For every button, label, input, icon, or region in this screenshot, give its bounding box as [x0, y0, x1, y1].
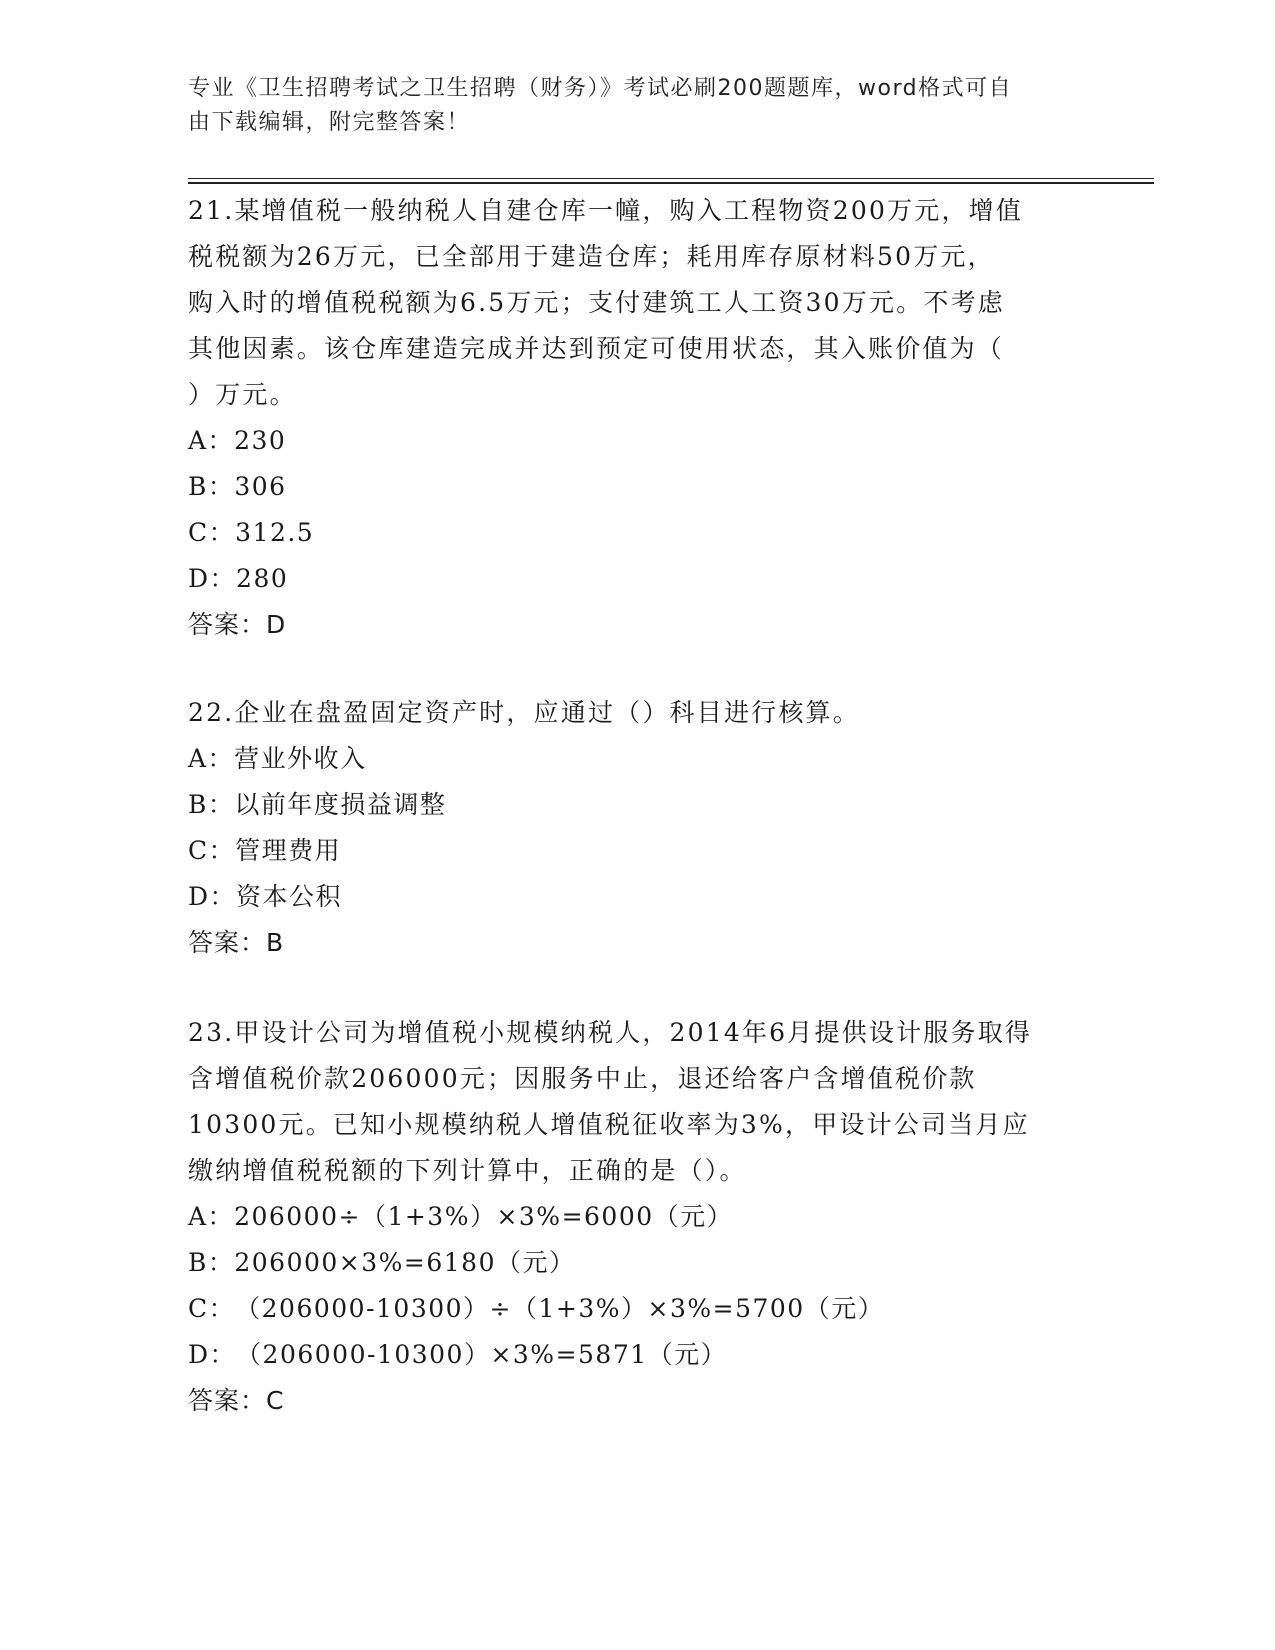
option-letter: C：: [188, 518, 236, 547]
option-letter: D：: [188, 882, 237, 911]
option-letter: B：: [188, 1248, 235, 1277]
option-a: [188, 736, 1088, 782]
question-stem-line: 10300元。已知小规模纳税人增值税征收率为3%，甲设计公司当月应: [188, 1110, 1030, 1139]
option-d: [188, 1332, 1088, 1378]
option-text: 资本公积: [236, 882, 343, 911]
question-21: [188, 188, 1088, 648]
option-a: [188, 1194, 1088, 1240]
question-stem-line: 22.企业在盘盈固定资产时，应通过（）科目进行核算。: [188, 698, 860, 727]
option-b: [188, 782, 1088, 828]
option-text: 280: [236, 564, 289, 593]
question-stem-line: ）万元。: [188, 380, 297, 409]
option-c: [188, 510, 1088, 556]
option-text: 以前年度损益调整: [234, 790, 447, 819]
option-text: 206000÷（1+3%）×3%=6000（元）: [234, 1202, 734, 1231]
document-header: [188, 72, 1068, 140]
option-text: 管理费用: [235, 836, 342, 865]
answer-line: 答案：D: [188, 610, 287, 639]
question-stem-line: 缴纳增值税税额的下列计算中，正确的是（）。: [188, 1156, 747, 1185]
option-letter: A：: [188, 426, 235, 455]
option-a: [188, 418, 1088, 464]
option-text: 312.5: [235, 518, 315, 547]
answer-line: 答案：C: [188, 1386, 285, 1415]
option-d: [188, 874, 1088, 920]
option-text: 306: [234, 472, 287, 501]
question-stem-line: 23.甲设计公司为增值税小规模纳税人，2014年6月提供设计服务取得: [188, 1018, 1033, 1047]
option-text: （206000-10300）÷（1+3%）×3%=5700（元）: [235, 1294, 885, 1323]
option-letter: A：: [188, 744, 235, 773]
option-text: （206000-10300）×3%=5871（元）: [236, 1340, 728, 1369]
question-stem-line: 购入时的增值税税额为6.5万元；支付建筑工人工资30万元。不考虑: [188, 288, 1005, 317]
option-b: [188, 464, 1088, 510]
option-letter: B：: [188, 472, 235, 501]
option-letter: C：: [188, 1294, 236, 1323]
option-text: 230: [234, 426, 287, 455]
option-b: [188, 1240, 1088, 1286]
header-divider: [188, 178, 1154, 179]
answer-line: 答案：B: [188, 928, 285, 957]
question-stem-line: 含增值税价款206000元；因服务中止，退还给客户含增值税价款: [188, 1064, 977, 1093]
header-line: 由下载编辑，附完整答案！: [188, 110, 471, 135]
option-letter: D：: [188, 564, 237, 593]
option-c: [188, 828, 1088, 874]
question-22: [188, 690, 1088, 966]
option-text: 206000×3%=6180（元）: [234, 1248, 576, 1277]
question-stem-line: 税税额为26万元，已全部用于建造仓库；耗用库存原材料50万元，: [188, 242, 995, 271]
question-23: [188, 1010, 1088, 1424]
option-text: 营业外收入: [234, 744, 367, 773]
option-letter: C：: [188, 836, 236, 865]
question-stem-line: 其他因素。该仓库建造完成并达到预定可使用状态，其入账价值为（: [188, 334, 1005, 363]
header-divider: [188, 182, 1154, 184]
question-stem-line: 21.某增值税一般纳税人自建仓库一幢，购入工程物资200万元，增值: [188, 196, 1024, 225]
option-letter: A：: [188, 1202, 235, 1231]
option-c: [188, 1286, 1088, 1332]
option-letter: B：: [188, 790, 235, 819]
option-letter: D：: [188, 1340, 237, 1369]
option-d: [188, 556, 1088, 602]
header-line: 专业《卫生招聘考试之卫生招聘（财务）》考试必刷200题题库，word格式可自: [188, 76, 1013, 101]
